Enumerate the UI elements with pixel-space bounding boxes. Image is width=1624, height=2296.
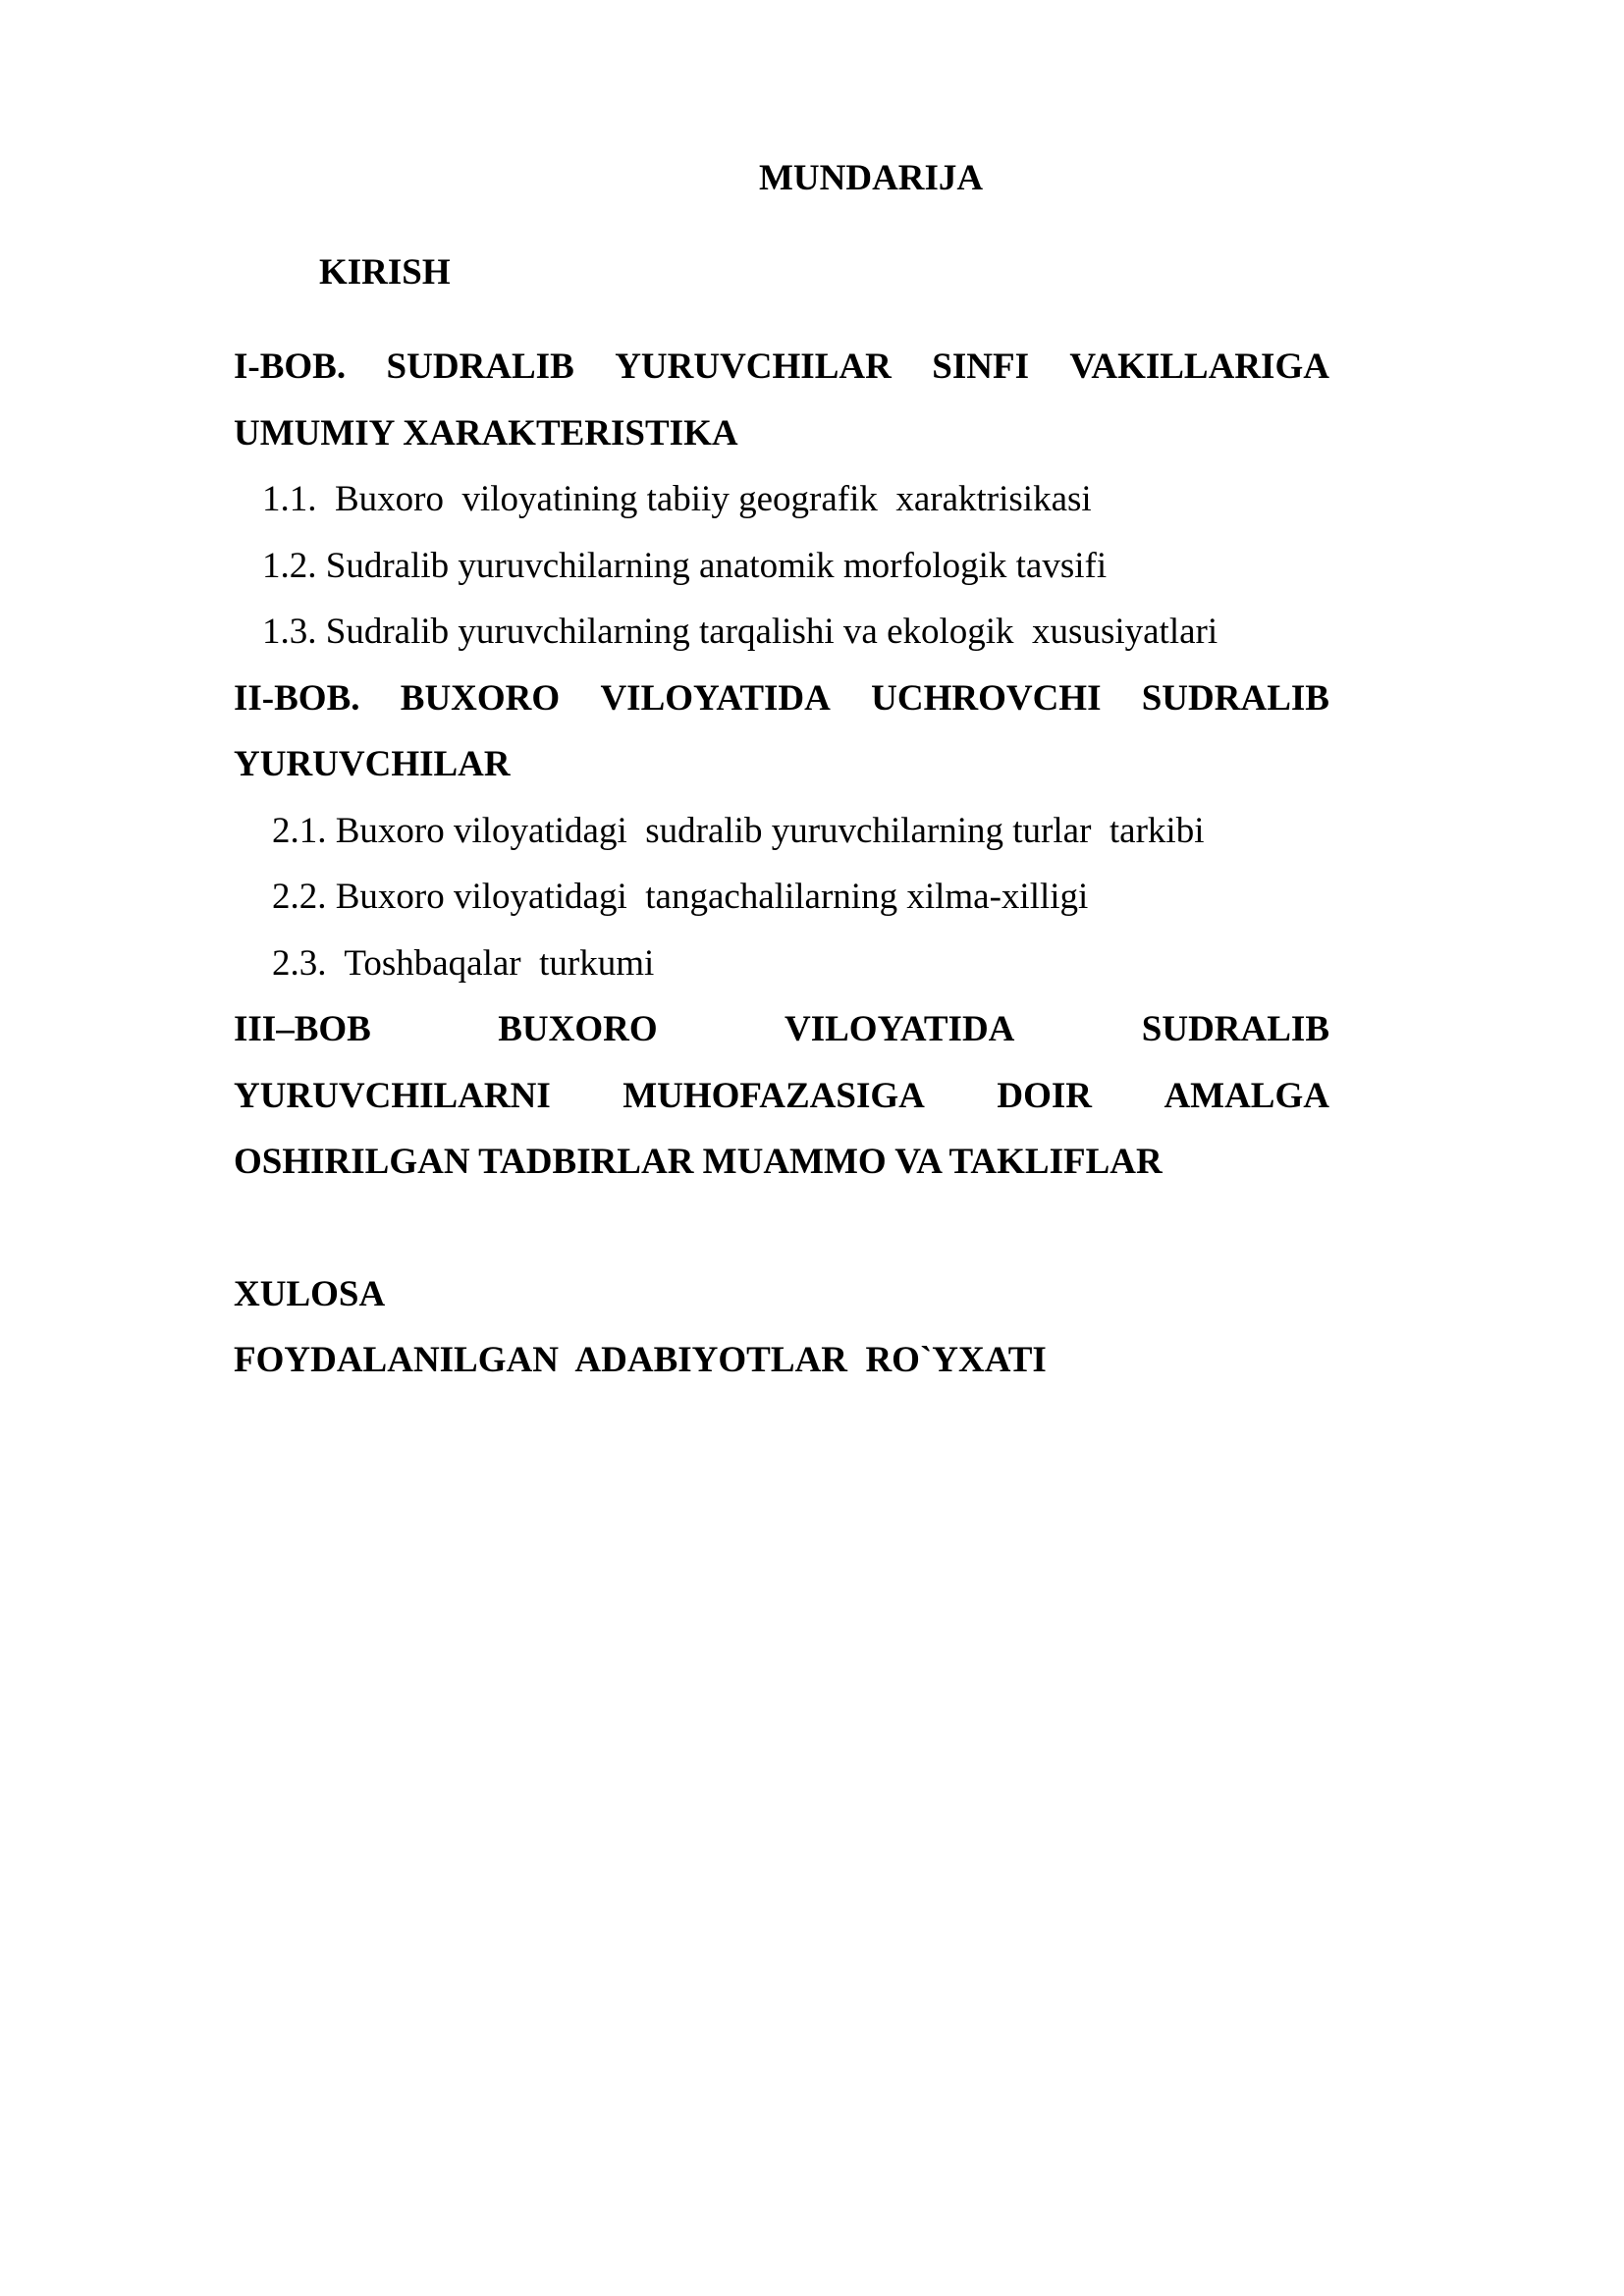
- heading-word: SUDRALIB: [386, 347, 574, 387]
- toc-references: FOYDALANILGAN ADABIYOTLAR RO`YXATI: [234, 1340, 1047, 1380]
- chapter2-heading-line1: [234, 677, 1329, 721]
- chapter2-heading-line2: YURUVCHILAR: [234, 744, 511, 784]
- chapter3-heading-line1: [234, 1008, 1329, 1051]
- toc-item-2-1: 2.1. Buxoro viloyatidagi sudralib yuruvchilarning turlar tarkibi: [272, 811, 1205, 851]
- heading-word: III–BOB: [234, 1009, 371, 1049]
- heading-word: YURUVCHILARNI: [234, 1076, 551, 1116]
- chapter1-heading-line2: UMUMIY XARAKTERISTIKA: [234, 413, 738, 454]
- toc-item-2-3: 2.3. Toshbaqalar turkumi: [272, 943, 655, 984]
- heading-word: VILOYATIDA: [600, 678, 831, 719]
- toc-item-1-1: 1.1. Buxoro viloyatining tabiiy geografik xaraktrisikasi: [262, 479, 1092, 519]
- heading-word: BUXORO: [400, 678, 561, 719]
- heading-word: UCHROVCHI: [871, 678, 1102, 719]
- heading-word: I-BOB.: [234, 347, 347, 387]
- heading-word: MUHOFAZASIGA: [623, 1076, 925, 1116]
- toc-title: MUNDARIJA: [759, 158, 984, 198]
- heading-word: BUXORO: [498, 1009, 658, 1049]
- heading-word: AMALGA: [1164, 1076, 1329, 1116]
- heading-word: SUDRALIB: [1141, 1009, 1329, 1049]
- toc-item-2-2: 2.2. Buxoro viloyatidagi tangachalilarning xilma-xilligi: [272, 877, 1089, 917]
- chapter3-heading-line2: [234, 1075, 1329, 1118]
- chapter3-heading-line3: OSHIRILGAN TADBIRLAR MUAMMO VA TAKLIFLAR: [234, 1142, 1163, 1182]
- toc-item-1-3: 1.3. Sudralib yuruvchilarning tarqalishi va ekologik xususiyatlari: [262, 612, 1218, 652]
- heading-word: SUDRALIB: [1141, 678, 1329, 719]
- heading-word: VILOYATIDA: [785, 1009, 1015, 1049]
- heading-word: YURUVCHILAR: [615, 347, 892, 387]
- heading-word: II-BOB.: [234, 678, 360, 719]
- toc-conclusion: XULOSA: [234, 1274, 386, 1314]
- heading-word: DOIR: [997, 1076, 1092, 1116]
- heading-word: VAKILLARIGA: [1069, 347, 1329, 387]
- chapter1-heading-line1: [234, 346, 1329, 389]
- toc-intro: KIRISH: [319, 252, 451, 293]
- heading-word: SINFI: [932, 347, 1029, 387]
- toc-item-1-2: 1.2. Sudralib yuruvchilarning anatomik morfologik tavsifi: [262, 546, 1108, 586]
